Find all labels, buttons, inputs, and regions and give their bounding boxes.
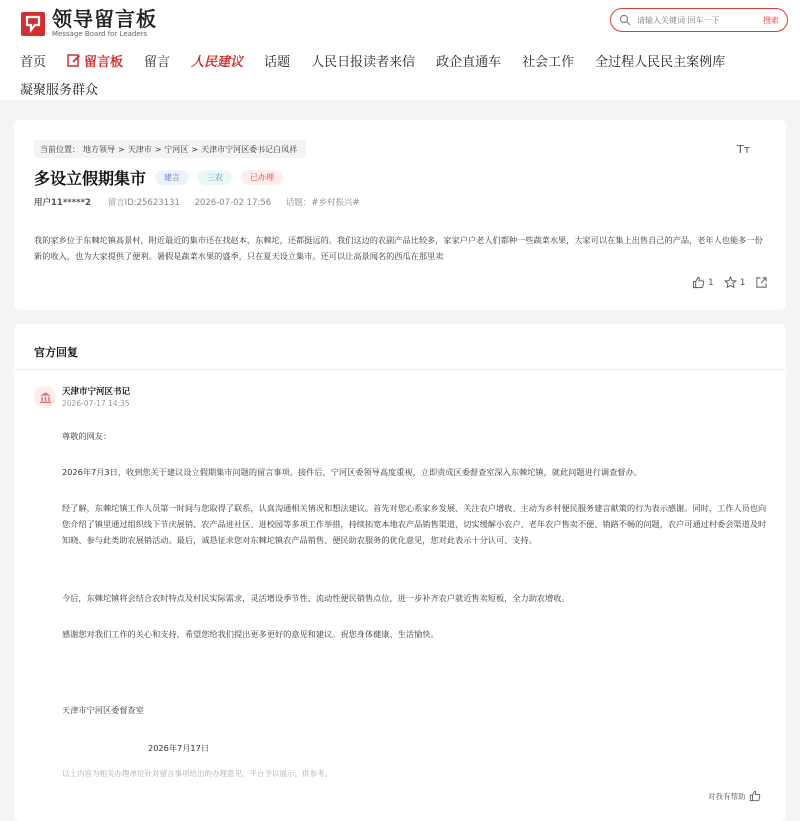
nav-people-suggestion[interactable]: 人民建议 <box>191 54 244 70</box>
breadcrumb-sep: > <box>154 144 162 154</box>
reply-paragraph: 感谢您对我们工作的关心和支持，希望您给我们提出更多更好的意见和建议。祝您身体健康、生活愉快。 <box>62 629 439 639</box>
reply-paragraph: 今后，东棘坨镇将会结合农时特点及村民实际需求，灵活增设季节性、流动性便民销售点位，进一步补齐农户就近售卖短板，全力助农增收。 <box>62 593 570 603</box>
page-title: 多设立假期集市 <box>34 169 147 188</box>
reply-sign-date: 2026年7月17日 <box>148 743 210 753</box>
star-icon <box>724 276 737 289</box>
section-title: 官方回复 <box>34 346 78 359</box>
edit-icon <box>67 53 81 67</box>
reply-org: 天津市宁河区书记 <box>62 387 131 397</box>
message-id: 留言ID:25623131 <box>107 198 180 208</box>
breadcrumb-item[interactable]: 天津市宁河区委书记白凤祥 <box>201 144 298 154</box>
message-card <box>14 120 786 310</box>
search-icon <box>619 14 631 26</box>
search-box <box>610 8 788 32</box>
like-count: 1 <box>708 277 714 288</box>
like-button[interactable] <box>692 276 714 289</box>
breadcrumb-prefix: 当前位置： <box>40 144 80 154</box>
reply-time: 2026-07-17 14:35 <box>62 399 130 408</box>
site-logo[interactable] <box>20 8 157 39</box>
nav-serve-masses[interactable]: 凝聚服务群众 <box>20 82 99 98</box>
nav-message-board[interactable] <box>67 51 123 70</box>
message-topic[interactable]: 话题：#乡村振兴# <box>285 198 360 208</box>
nav-democracy-cases[interactable]: 全过程人民民主案例库 <box>595 54 726 70</box>
search-input[interactable] <box>637 16 747 25</box>
thumbs-up-icon <box>692 276 705 289</box>
nav-gov-business[interactable]: 政企直通车 <box>436 54 502 70</box>
official-reply-card <box>14 324 786 821</box>
reply-greeting: 尊敬的网友： <box>62 431 112 441</box>
tag-agriculture: 三农 <box>198 170 232 185</box>
message-content: 我的家乡位于东棘坨镇高景村，附近最近的集市还在找赵本，东棘坨，还都挺远的。我们这边的农副产品比较多，家家户户老人们都种一些蔬菜水果，大家可以在集上出售自己的产品，老年人也能多一份新的收入，也为大家提供了便利。暑假是蔬菜水果的盛季，只在夏天设立集市。还可以让高景闻名的西瓜在那里卖 <box>34 235 763 261</box>
breadcrumb <box>34 140 306 158</box>
favorite-button[interactable] <box>724 276 746 289</box>
breadcrumb-sep: > <box>118 144 125 154</box>
helpful-button[interactable] <box>708 790 761 802</box>
share-icon <box>755 276 768 289</box>
helpful-label: 对我有帮助 <box>708 791 746 801</box>
message-user: 用户11*****2 <box>34 198 91 208</box>
nav-topics[interactable]: 话题 <box>264 54 291 70</box>
breadcrumb-sep: > <box>191 144 199 154</box>
message-actions <box>682 276 771 289</box>
avatar <box>34 386 56 408</box>
message-meta <box>34 196 372 208</box>
breadcrumb-item[interactable]: 宁河区 <box>164 144 189 154</box>
nav-readers-letters[interactable]: 人民日报读者来信 <box>311 54 416 70</box>
disclaimer: 以上内容为相关办理单位针对留言事项给出的办理意见，平台予以展示，供参考。 <box>62 769 332 778</box>
main-nav <box>20 48 780 100</box>
share-button[interactable] <box>755 276 771 289</box>
site-header <box>0 0 800 100</box>
reply-signature: 天津市宁河区委督查室 <box>62 705 144 715</box>
logo-mark-icon <box>20 11 46 37</box>
nav-social-work[interactable]: 社会工作 <box>522 54 575 70</box>
thumbs-up-icon <box>749 790 761 802</box>
breadcrumb-item[interactable]: 地方领导 <box>83 144 115 154</box>
logo-subtitle: Message Board for Leaders <box>52 30 148 38</box>
nav-leave-message[interactable]: 留言 <box>144 54 171 70</box>
nav-home[interactable]: 首页 <box>20 54 47 70</box>
font-size-toggle[interactable]: Tт <box>737 143 751 156</box>
favorite-count: 1 <box>739 277 746 288</box>
tag-suggestion: 建言 <box>155 170 189 185</box>
message-date: 2026-07-02 17:56 <box>194 198 272 208</box>
breadcrumb-item[interactable]: 天津市 <box>127 144 152 154</box>
reply-paragraph: 2026年7月3日，收到您关于建议设立假期集市问题的留言事项。接件后，宁河区委领导高度重视，立即责成区委督查室深入东棘坨镇，就此问题进行调查督办。 <box>62 467 642 477</box>
search-button[interactable]: 搜索 <box>763 15 779 25</box>
nav-message-board-label: 留言板 <box>84 54 124 70</box>
reply-paragraph: 经了解，东棘坨镇工作人员第一时间与您取得了联系，认真沟通相关情况和想法建议。首先对您心系家乡发展、关注农户增收、主动为乡村便民服务建言献策的行为表示感谢。同时，工作人员也向您介绍了镇里通过组织线下节庆展销、农产品进社区、进校园等多项工作举措，持续拓宽本地农产品销售渠道，切实缓解小农户、老年农户售卖不便、销路不畅的问题，农户可通过村委会渠道及时知晓、参与此类助农展销活动。最后，诚恳征求您对东棘坨镇农产品销售、便民助农服务的优化意见，您对此表示十分认可、支持。 <box>62 503 767 545</box>
logo-title: 领导留言板 <box>52 7 157 31</box>
status-badge: 已办理 <box>241 170 283 185</box>
divider <box>14 369 786 370</box>
government-building-icon <box>39 391 52 404</box>
